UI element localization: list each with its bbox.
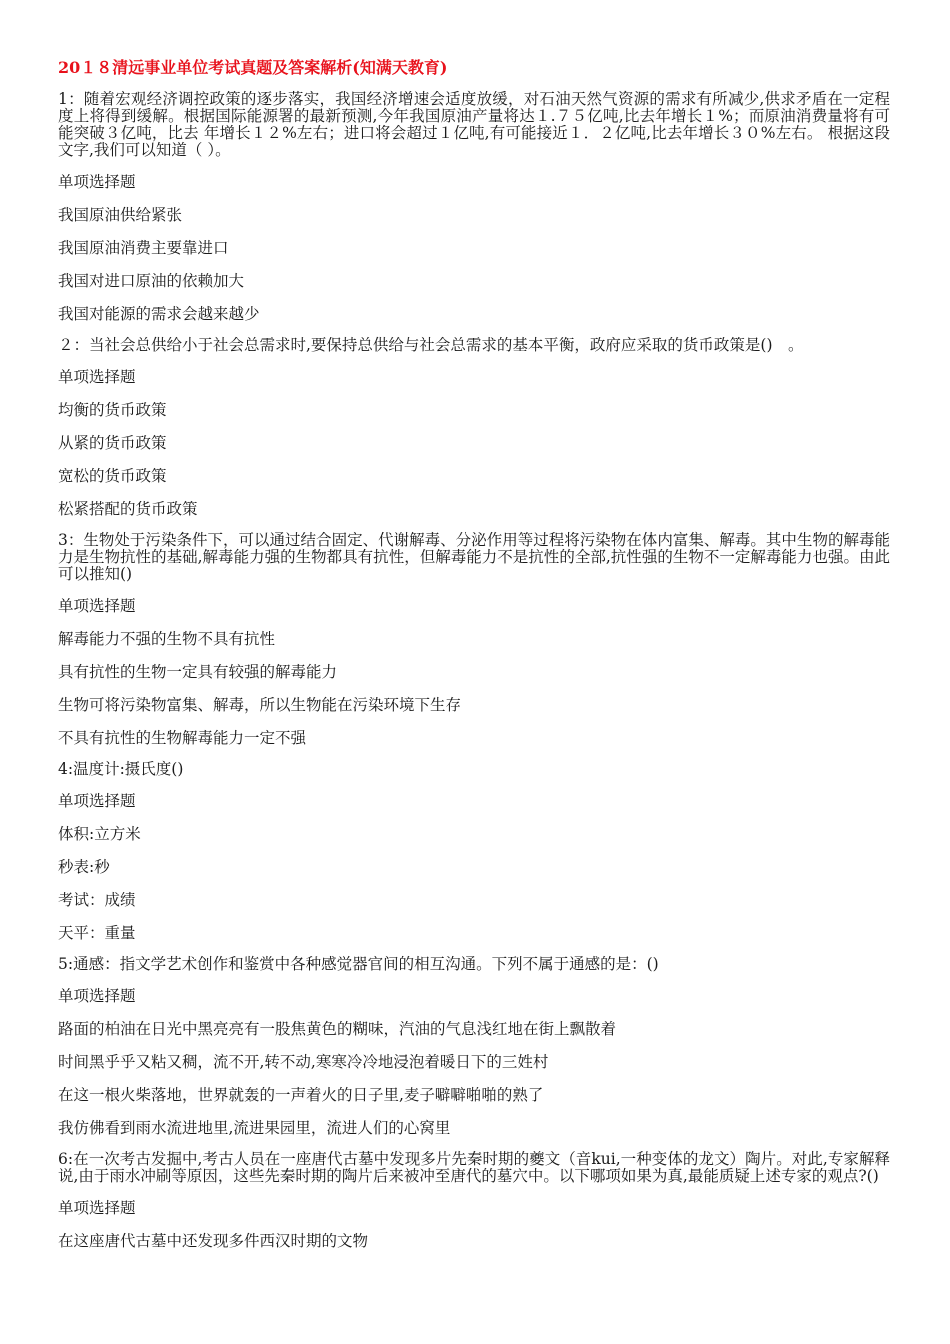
option-c: 在这一根火柴落地，世界就轰的一声着火的日子里,麦子噼噼啪啪的熟了 <box>58 1086 544 1104</box>
question-type-label: 单项选择题 <box>58 1199 136 1217</box>
question-type-label: 单项选择题 <box>58 792 136 810</box>
question-1 <box>58 91 890 324</box>
question-5 <box>58 956 890 1138</box>
question-2 <box>58 337 890 519</box>
option-a: 均衡的货币政策 <box>58 401 167 419</box>
option-a: 体积:立方米 <box>58 825 141 843</box>
option-c: 宽松的货币政策 <box>58 467 167 485</box>
option-a: 解毒能力不强的生物不具有抗性 <box>58 630 276 648</box>
option-b: 时间黑乎乎又粘又稠，流不开,转不动,寒寒冷冷地浸泡着暖日下的三姓村 <box>58 1053 549 1071</box>
question-type-label: 单项选择题 <box>58 597 136 615</box>
option-a: 我国原油供给紧张 <box>58 206 183 224</box>
option-c: 我国对进口原油的依赖加大 <box>58 272 245 290</box>
question-stem: ２：当社会总供给小于社会总需求时,要保持总供给与社会总需求的基本平衡，政府应采取的货币政策是() 。 <box>58 336 804 354</box>
question-stem: 5:通感：指文学艺术创作和鉴赏中各种感觉器官间的相互沟通。下列不属于通感的是：() <box>58 955 659 973</box>
question-type-label: 单项选择题 <box>58 987 136 1005</box>
question-stem: 6:在一次考古发掘中,考古人员在一座唐代古墓中发现多片先秦时期的夔文（音kui,一种变体的龙文）陶片。对此,专家解释说,由于雨水冲刷等原因，这些先秦时期的陶片后来被冲至唐代的墓穴中。以下哪项如果为真,最能质疑上述专家的观点?() <box>58 1150 890 1185</box>
option-b: 我国原油消费主要靠进口 <box>58 239 229 257</box>
question-stem: 1：随着宏观经济调控政策的逐步落实，我国经济增速会适度放缓，对石油天然气资源的需求有所减少,供求矛盾在一定程度上将得到缓解。根据国际能源署的最新预测,今年我国原油产量将达１.７５亿吨,比去年增长１%；而原油消费量将有可能突破３亿吨，比去 年增长１２%左右；进口将会超过１亿吨,有可能接近１．２亿吨,比去年增长３０%左右。 根据这段文字,我们可以知道（ ）。 <box>58 90 890 159</box>
option-d: 我国对能源的需求会越来越少 <box>58 305 260 323</box>
option-b: 秒表:秒 <box>58 858 110 876</box>
document-title: 20１８清远事业单位考试真题及答案解析(知满天教育) <box>58 58 448 77</box>
option-c: 生物可将污染物富集、解毒，所以生物能在污染环境下生存 <box>58 696 462 714</box>
option-c: 考试：成绩 <box>58 891 136 909</box>
question-type-label: 单项选择题 <box>58 173 136 191</box>
option-d: 不具有抗性的生物解毒能力一定不强 <box>58 729 307 747</box>
question-stem: 4:温度计:摄氏度() <box>58 760 184 778</box>
option-b: 从紧的货币政策 <box>58 434 167 452</box>
question-6 <box>58 1151 890 1251</box>
option-d: 我仿佛看到雨水流进地里,流进果园里，流进人们的心窝里 <box>58 1119 451 1137</box>
option-a: 路面的柏油在日光中黑亮亮有一股焦黄色的糊味，汽油的气息浅红地在街上飘散着 <box>58 1020 617 1038</box>
question-3 <box>58 532 890 748</box>
question-4 <box>58 761 890 943</box>
option-d: 松紧搭配的货币政策 <box>58 500 198 518</box>
option-b: 具有抗性的生物一定具有较强的解毒能力 <box>58 663 338 681</box>
question-type-label: 单项选择题 <box>58 368 136 386</box>
question-stem: 3：生物处于污染条件下，可以通过结合固定、代谢解毒、分泌作用等过程将污染物在体内富集、解毒。其中生物的解毒能力是生物抗性的基础,解毒能力强的生物都具有抗性，但解毒能力不是抗性的全部,抗性强的生物不一定解毒能力也强。由此可以推知() <box>58 531 890 583</box>
option-d: 天平：重量 <box>58 924 136 942</box>
option-a: 在这座唐代古墓中还发现多件西汉时期的文物 <box>58 1232 369 1250</box>
